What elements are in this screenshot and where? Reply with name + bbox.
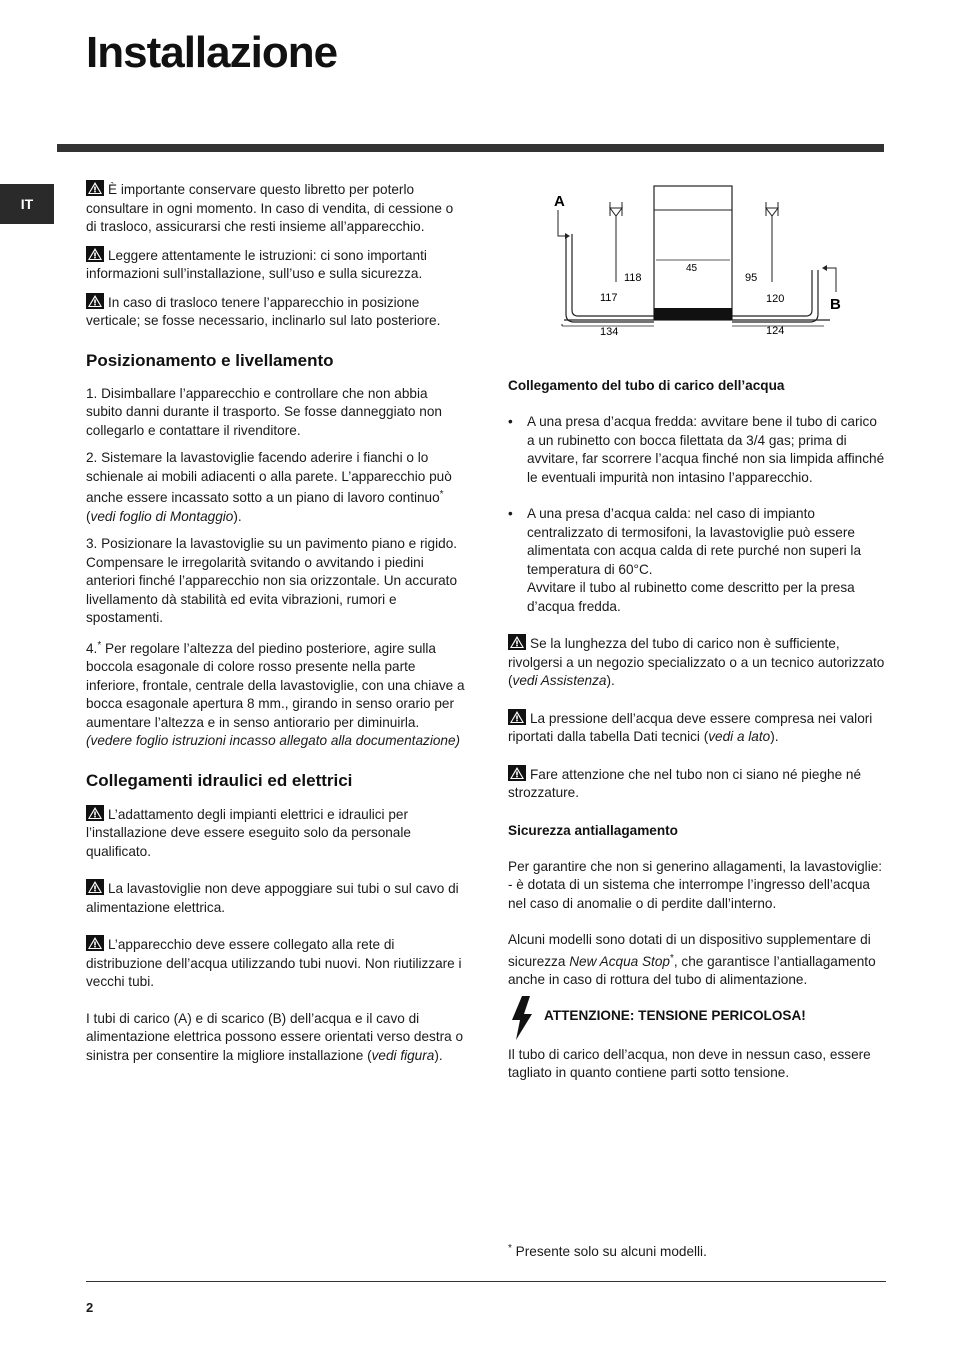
connections-hoses-paragraph: I tubi di carico (A) e di scarico (B) dell’acqua e il cavo di alimentazione elettrica possono essere orientati verso destra o sinistra per consentire la migliore installazione (vedi figura). [86, 1010, 464, 1063]
dim-118: 118 [624, 272, 642, 284]
positioning-step-2: 2. Sistemare la lavastoviglie facendo aderire i fianchi o lo schienale ai mobili adiacenti o alla parete. L’apparecchio può anche essere incassato sotto a un piano di lavoro continuo* (vedi foglio di Montaggio). [86, 450, 452, 524]
warning-icon [86, 805, 104, 821]
warning-icon [508, 634, 526, 650]
connections-warning-2: La lavastoviglie non deve appoggiare sui tubi o sul cavo di alimentazione elettrica. [86, 881, 459, 915]
antiflood-paragraph-1: Per garantire che non si generino allagamenti, la lavastoviglie: - è dotata di un sistema che interrompe l’ingresso dell’acqua nel caso di anomalie o di perdite dall’interno. [508, 858, 883, 911]
footnote: * Presente solo su alcuni modelli. [508, 1243, 707, 1259]
inlet-warning-3: Fare attenzione che nel tubo non ci siano né pieghe né strozzature. [508, 766, 862, 800]
dim-95: 95 [745, 272, 758, 284]
dim-45: 45 [686, 263, 698, 274]
label-b: B [830, 296, 841, 313]
antiflood-paragraph-2: Alcuni modelli sono dotati di un dispositivo supplementare di sicurezza New Acqua Stop*, che garantisce l’antiallagamento anche in caso di rottura del tubo di alimentazione. [508, 932, 876, 987]
dishwasher-outline [654, 186, 732, 320]
language-tab: IT [0, 184, 54, 224]
tap-right-icon [766, 202, 778, 282]
hose-diagram [548, 182, 848, 342]
inlet-warning-1: Se la lunghezza del tubo di carico non è sufficiente, rivolgersi a un negozio specializzato o a un tecnico autorizzato (vedi Assistenza). [508, 636, 885, 688]
connections-heading: Collegamenti idraulici ed elettrici [86, 770, 353, 790]
dishwasher-base [654, 308, 732, 320]
positioning-step-4: 4.* Per regolare l’altezza del piedino posteriore, agire sulla boccola esagonale di colore rosso presente nella parte inferiore, frontale, centrale della lavastoviglie, con una chiave a bocca esagonale apertura 8 mm., girando in senso orario per aumentare l’altezza e in senso antiorario per diminuirla. (vedere foglio istruzioni incasso allegato alla documentazione) [86, 639, 465, 748]
dim-134: 134 [600, 326, 619, 338]
warning-icon [86, 293, 104, 309]
right-column [508, 370, 888, 1083]
connections-warning-3: L’apparecchio deve essere collegato alla rete di distribuzione dell’acqua utilizzando tubi nuovi. Non riutilizzare i vecchi tubi. [86, 937, 462, 989]
inlet-warning-2: La pressione dell’acqua deve essere compresa nei valori riportati dalla tabella Dati tecnici (vedi a lato). [508, 710, 873, 744]
dim-117: 117 [600, 292, 618, 304]
intro-warning-1: È importante conservare questo libretto per poterlo consultare in ogni momento. In caso di vendita, di cessione o di trasloco, assicurarsi che resti insieme all’apparecchio. [86, 182, 454, 234]
antiflood-heading: Sicurezza antiallagamento [508, 822, 678, 838]
danger-text: Il tubo di carico dell’acqua, non deve in nessun caso, essere tagliato in quanto contiene parti sotto tensione. [508, 1046, 871, 1080]
page-number: 2 [86, 1300, 94, 1315]
footer-divider [86, 1281, 886, 1282]
title-divider-bar [57, 144, 884, 152]
warning-icon [86, 879, 104, 895]
intro-warning-2: Leggere attentamente le istruzioni: ci sono importanti informazioni sull’installazione, sull’uso e sulla sicurezza. [86, 247, 427, 281]
list-item: • A una presa d’acqua fredda: avvitare bene il tubo di carico a un rubinetto con bocca filettata da 3/4 gas; prima di avvitare, far scorrere l’acqua finché non sia limpida affinché le eventuali impurità non intasino l’apparecchio. [508, 413, 888, 487]
dim-120: 120 [766, 293, 785, 305]
water-inlet-heading: Collegamento del tubo di carico dell’acqua [508, 378, 785, 393]
lightning-bolt-icon [508, 996, 538, 1040]
warning-icon [86, 246, 104, 262]
intro-warning-3: In caso di trasloco tenere l’apparecchio in posizione verticale; se fosse necessario, inclinarlo sul lato posteriore. [86, 294, 441, 328]
page-title: Installazione [86, 28, 338, 77]
danger-label: ATTENZIONE: TENSIONE PERICOLOSA! [544, 1007, 806, 1023]
warning-icon [86, 935, 104, 951]
positioning-heading: Posizionamento e livellamento [86, 350, 334, 370]
warning-icon [508, 765, 526, 781]
danger-notice [508, 996, 888, 1040]
dim-124: 124 [766, 325, 785, 337]
connections-warning-1: L’adattamento degli impianti elettrici e idraulici per l’installazione deve essere eseguito solo da personale qualificato. [86, 806, 411, 859]
positioning-step-3: 3. Posizionare la lavastoviglie su un pavimento piano e rigido. Compensare le irregolarità svitando o avvitando i piedini anteriori finché l’apparecchio non sia orizzontale. Un accurato livellamento dà stabilità ed evita vibrazioni, rumori e spostamenti. [86, 536, 458, 625]
left-column [86, 180, 466, 1065]
positioning-step-1: 1. Disimballare l’apparecchio e controllare che non abbia subito danni durante il trasporto. Se fosse danneggiato non collegarlo e contattare il rivenditore. [86, 385, 442, 438]
list-item: • A una presa d’acqua calda: nel caso di impianto centralizzato di termosifoni, la lavastoviglie può essere alimentata con acqua calda di rete purché non superi la temperatura di 60°C. Avvitare il tubo al rubinetto come descritto per la presa d’acqua fredda. [508, 505, 888, 616]
tap-left-icon [610, 202, 622, 282]
warning-icon [86, 180, 104, 196]
water-inlet-list [508, 413, 888, 616]
warning-icon [508, 709, 526, 725]
label-a: A [554, 193, 565, 210]
